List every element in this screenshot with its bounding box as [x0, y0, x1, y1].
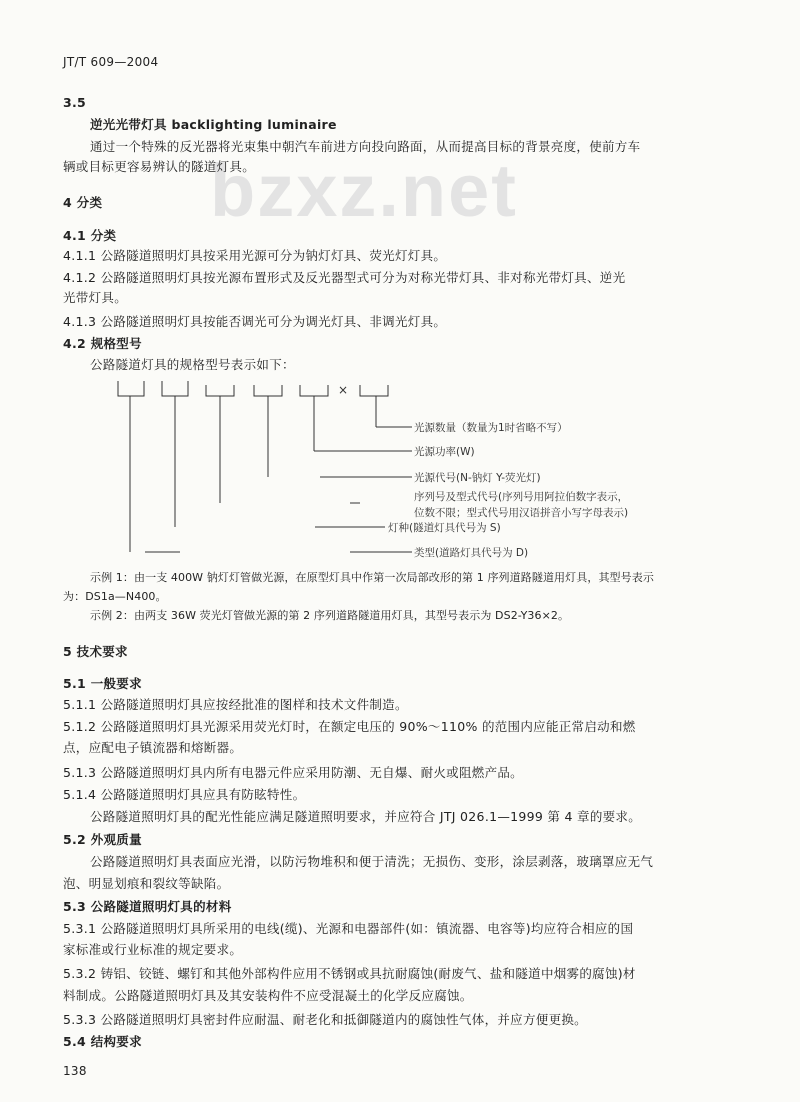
label-source-power: 光源功率(W) — [414, 446, 475, 458]
label-road-type: 类型(道路灯具代号为 D) — [414, 547, 529, 559]
paragraph: 通过一个特殊的反光器将光束集中朝汽车前进方向投向路面，从而提高目标的背景亮度，使前方车 — [90, 139, 641, 154]
section-heading: 5 技术要求 — [63, 644, 128, 659]
bracket-power — [300, 385, 328, 396]
paragraph: 5.1.3 公路隧道照明灯具内所有电器元件应采用防潮、无自爆、耐火或阻燃产品。 — [63, 765, 523, 780]
subsection-heading: 5.3 公路隧道照明灯具的材料 — [63, 899, 232, 914]
subsection-heading: 5.2 外观质量 — [63, 832, 142, 847]
subsection-heading: 5.4 结构要求 — [63, 1034, 142, 1049]
paragraph: 家标准或行业标准的规定要求。 — [63, 942, 243, 957]
section-heading: 4 分类 — [63, 195, 103, 210]
subsection-heading: 4.2 规格型号 — [63, 336, 142, 351]
paragraph: 点，应配电子镇流器和熔断器。 — [63, 740, 243, 755]
paragraph: 公路隧道照明灯具的配光性能应满足隧道照明要求，并应符合 JTJ 026.1—1999 第 4 章的要求。 — [90, 809, 642, 824]
example: 为：DS1a—N400。 — [63, 590, 167, 603]
paragraph: 5.3.1 公路隧道照明灯具所采用的电线(缆)、光源和电器部件(如：镇流器、电容等)均应符合相应的国 — [63, 921, 634, 936]
paragraph: 光带灯具。 — [63, 290, 128, 305]
bracket-source — [254, 385, 282, 396]
paragraph: 料制成。公路隧道照明灯具及其安装构件不应受混凝土的化学反应腐蚀。 — [63, 988, 473, 1003]
term-title: 逆光光带灯具 backlighting luminaire — [90, 117, 337, 132]
label-source-code: 光源代号(N-钠灯 Y-荧光灯) — [414, 472, 541, 484]
standard-code: JT/T 609—2004 — [63, 55, 159, 69]
paragraph: 辆或目标更容易辨认的隧道灯具。 — [63, 159, 256, 174]
subsection-heading: 4.1 分类 — [63, 228, 117, 243]
paragraph: 公路隧道照明灯具表面应光滑，以防污物堆积和便于清洗；无损伤、变形，涂层剥落，玻璃罩应无气 — [90, 854, 654, 869]
paragraph: 5.1.2 公路隧道照明灯具光源采用荧光灯时，在额定电压的 90%～110% 的范围内应能正常启动和燃 — [63, 719, 636, 734]
times-sign: × — [338, 383, 349, 397]
paragraph: 5.3.3 公路隧道照明灯具密封件应耐温、耐老化和抵御隧道内的腐蚀性气体，并应方便更换。 — [63, 1012, 587, 1027]
paragraph: 公路隧道灯具的规格型号表示如下： — [90, 357, 295, 372]
paragraph: 4.1.2 公路隧道照明灯具按光源布置形式及反光器型式可分为对称光带灯具、非对称光带灯具、逆光 — [63, 270, 626, 285]
bracket-series — [206, 385, 234, 396]
bracket-lamp — [162, 381, 188, 396]
example: 示例 1：由一支 400W 钠灯灯管做光源，在原型灯具中作第一次局部改形的第 1 序列道路隧道用灯具，其型号表示 — [90, 571, 654, 584]
bracket-type — [118, 381, 144, 396]
page-number: 138 — [63, 1064, 87, 1078]
paragraph: 5.3.2 铸铝、铰链、螺钉和其他外部构件应用不锈钢或具抗耐腐蚀(耐废气、盐和隧道中烟雾的腐蚀)材 — [63, 966, 636, 981]
label-lamp-type: 灯种(隧道灯具代号为 S) — [388, 522, 501, 534]
watermark: bzxz.net — [210, 149, 518, 232]
example: 示例 2：由两支 36W 荧光灯管做光源的第 2 序列道路隧道用灯具，其型号表示为 DS2-Y36×2。 — [90, 609, 570, 622]
bracket-qty — [360, 385, 388, 396]
paragraph: 4.1.3 公路隧道照明灯具按能否调光可分为调光灯具、非调光灯具。 — [63, 314, 447, 329]
section-number: 3.5 — [63, 95, 87, 110]
paragraph: 5.1.1 公路隧道照明灯具应按经批准的图样和技术文件制造。 — [63, 697, 408, 712]
label-source-qty: 光源数量（数量为1时省略不写） — [414, 422, 568, 434]
paragraph: 4.1.1 公路隧道照明灯具按采用光源可分为钠灯灯具、荧光灯灯具。 — [63, 248, 447, 263]
label-series: 序列号及型式代号(序列号用阿拉伯数字表示， — [414, 491, 629, 503]
paragraph: 泡、明显划痕和裂纹等缺陷。 — [63, 876, 230, 891]
subsection-heading: 5.1 一般要求 — [63, 676, 142, 691]
paragraph: 5.1.4 公路隧道照明灯具应具有防眩特性。 — [63, 787, 306, 802]
label-series-cont: 位数不限；型式代号用汉语拼音小写字母表示) — [414, 507, 629, 519]
